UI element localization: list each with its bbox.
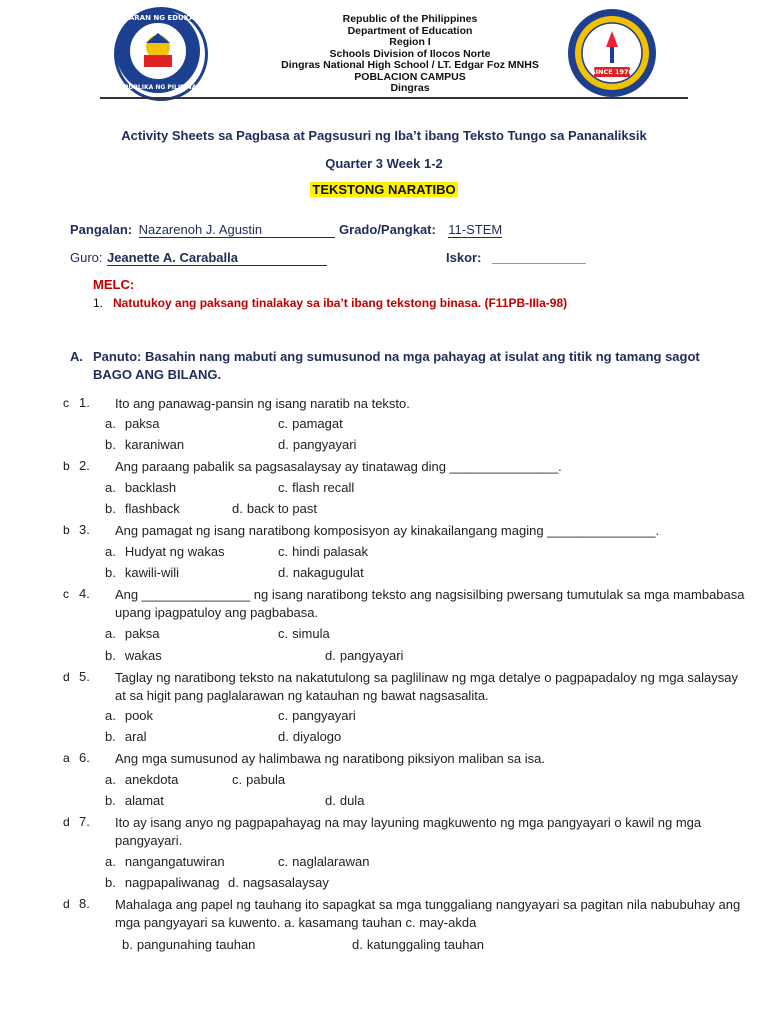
answer-mark[interactable]: d xyxy=(63,815,70,829)
score-row xyxy=(446,249,586,267)
option-letter: d. xyxy=(278,437,289,452)
header-line: Republic of the Philippines xyxy=(342,13,478,25)
teacher-row xyxy=(70,249,327,267)
option-item xyxy=(105,501,180,516)
option-item xyxy=(278,626,330,641)
option-item xyxy=(278,480,354,495)
option-text: backlash xyxy=(124,480,177,495)
option-letter: c. xyxy=(232,772,243,787)
option-item xyxy=(105,437,184,452)
teacher-field[interactable]: Jeanette A. Caraballa xyxy=(107,250,327,266)
option-item xyxy=(105,708,153,723)
option-item xyxy=(105,772,178,787)
option-item xyxy=(325,648,403,663)
option-text: paksa xyxy=(124,626,160,641)
option-letter: c. xyxy=(278,708,289,723)
score-field[interactable]: _____________ xyxy=(491,250,586,265)
option-item xyxy=(105,729,147,744)
option-letter: b. xyxy=(122,937,133,952)
score-label: Iskor: xyxy=(446,250,482,265)
name-label: Pangalan: xyxy=(70,222,133,237)
name-row xyxy=(70,221,502,239)
option-letter: c. xyxy=(278,416,289,431)
option-letter: c. xyxy=(278,544,289,559)
grade-field[interactable]: 11-STEM xyxy=(448,222,503,237)
option-letter: a. xyxy=(105,854,116,869)
option-text: hindi palasak xyxy=(292,544,369,559)
option-text: karaniwan xyxy=(124,437,185,452)
grade-label: Grado/Pangkat: xyxy=(339,222,436,237)
option-text: nangangatuwiran xyxy=(124,854,225,869)
option-letter: c. xyxy=(278,480,289,495)
option-text: nakagugulat xyxy=(292,565,364,580)
option-text: naglalarawan xyxy=(292,854,370,869)
answer-mark[interactable]: c xyxy=(63,396,69,410)
option-text: pangyayari xyxy=(292,437,357,452)
question-text: Ito ang panawag-pansin ng isang naratib na teksto. xyxy=(115,396,410,411)
option-text: flashback xyxy=(124,501,180,516)
option-letter: b. xyxy=(105,501,116,516)
option-text: katunggaling tauhan xyxy=(366,937,484,952)
question-number: 2. xyxy=(79,458,90,473)
option-text: pook xyxy=(124,708,154,723)
instruction-line: Panuto: Basahin nang mabuti ang sumusunod na mga pahayag at isulat ang titik ng tamang sagot xyxy=(93,349,700,364)
school-seal-icon xyxy=(566,7,658,99)
question-text: Ang pamagat ng isang naratibong komposisyon ay kinakailangang maging _______________. xyxy=(115,523,660,538)
answer-mark[interactable]: c xyxy=(63,587,69,601)
option-text: nagpapaliwanag xyxy=(124,875,220,890)
question-text: upang ipagpatuloy ang pagbabasa. xyxy=(115,605,319,620)
deped-seal-icon xyxy=(99,7,217,101)
option-letter: d. xyxy=(278,729,289,744)
option-text: pamagat xyxy=(292,416,343,431)
option-letter: a. xyxy=(105,416,116,431)
name-field[interactable]: Nazarenoh J. Agustin xyxy=(139,222,335,238)
option-item xyxy=(105,854,225,869)
option-letter: a. xyxy=(105,480,116,495)
option-item xyxy=(105,565,179,580)
header-line: Dingras National High School / LT. Edgar Foz MNHS xyxy=(281,59,539,71)
question-number: 6. xyxy=(79,750,90,765)
option-text: pangyayari xyxy=(292,708,356,723)
page-title: Activity Sheets sa Pagbasa at Pagsusuri ng Iba’t ibang Teksto Tungo sa Pananaliksik xyxy=(121,128,647,143)
topic-title xyxy=(0,182,768,197)
option-letter: d. xyxy=(352,937,363,952)
quarter-label: Quarter 3 Week 1-2 xyxy=(325,156,443,171)
answer-mark[interactable]: b xyxy=(63,459,70,473)
option-text: anekdota xyxy=(124,772,179,787)
question-number: 3. xyxy=(79,522,90,537)
option-text: dula xyxy=(339,793,365,808)
header-line: POBLACION CAMPUS xyxy=(354,70,466,83)
option-item xyxy=(278,544,368,559)
option-item xyxy=(278,437,356,452)
option-text: paksa xyxy=(124,416,160,431)
section-letter: A. xyxy=(70,349,83,364)
header-line: Department of Education xyxy=(347,24,473,37)
question-text: Ito ay isang anyo ng pagpapahayag na may layuning magkuwento ng mga pangyayari o kawil ng mga xyxy=(115,815,702,830)
question-text: Taglay ng naratibong teksto na nakatutulong sa paglilinaw ng mga detalye o pagpapadaloy ng mga salaysay xyxy=(115,670,738,685)
option-text: diyalogo xyxy=(292,729,342,744)
option-text: aral xyxy=(124,729,147,744)
question-number: 5. xyxy=(79,669,90,684)
question-text: mga pangyayari sa kuwento. a. kasamang tauhan c. may-akda xyxy=(115,915,477,930)
option-text: kawili-wili xyxy=(124,565,180,580)
option-letter: d. xyxy=(228,875,239,890)
seal-lettering: KAGAWARAN NG EDUKASYON xyxy=(99,14,217,22)
option-item xyxy=(105,793,164,808)
option-item xyxy=(278,565,364,580)
option-item xyxy=(105,648,162,663)
option-item xyxy=(278,854,369,869)
option-item xyxy=(278,416,343,431)
option-text: pangyayari xyxy=(339,648,404,663)
option-item xyxy=(105,544,225,559)
svg-text:REPUBLIKA NG PILIPINAS: REPUBLIKA NG PILIPINAS xyxy=(115,84,201,91)
option-item xyxy=(228,875,329,890)
option-text: Hudyat ng wakas xyxy=(124,544,225,559)
svg-text:SINCE 1978: SINCE 1978 xyxy=(590,68,634,76)
option-text: nagsasalaysay xyxy=(242,875,329,890)
answer-mark[interactable]: d xyxy=(63,897,70,911)
header-line: Dingras xyxy=(390,82,430,94)
option-item xyxy=(278,729,341,744)
question-text: Ang mga sumusunod ay halimbawa ng naratibong piksiyon maliban sa isa. xyxy=(115,751,545,766)
option-item xyxy=(105,416,160,431)
letterhead xyxy=(0,0,768,100)
option-item xyxy=(122,937,255,952)
option-text: alamat xyxy=(124,793,164,808)
topic-highlight: TEKSTONG NARATIBO xyxy=(312,182,456,197)
option-letter: d. xyxy=(232,501,243,516)
answer-mark[interactable]: b xyxy=(63,523,70,537)
option-letter: d. xyxy=(278,565,289,580)
option-letter: c. xyxy=(278,626,289,641)
option-item xyxy=(105,875,220,890)
option-item xyxy=(278,708,356,723)
header-line: Schools Division of Ilocos Norte xyxy=(329,47,491,60)
melc-item: 1. Natutukoy ang paksang tinalakay sa iba’t ibang tekstong binasa. (F11PB-IIIa-98) xyxy=(93,296,568,310)
option-letter: b. xyxy=(105,793,116,808)
question-text: Ang paraang pabalik sa pagsasalaysay ay tinatawag ding _______________. xyxy=(115,459,562,474)
option-letter: a. xyxy=(105,708,116,723)
question-text: pangyayari. xyxy=(115,833,183,848)
option-item xyxy=(232,772,285,787)
option-letter: b. xyxy=(105,729,116,744)
option-letter: d. xyxy=(325,793,336,808)
option-letter: a. xyxy=(105,544,116,559)
option-letter: b. xyxy=(105,875,116,890)
option-letter: b. xyxy=(105,565,116,580)
option-text: pabula xyxy=(246,772,286,787)
option-item xyxy=(105,480,176,495)
option-text: pangunahing tauhan xyxy=(136,937,256,952)
option-item xyxy=(232,501,317,516)
instruction-line: BAGO ANG BILANG. xyxy=(93,367,222,382)
answer-mark[interactable]: d xyxy=(63,670,70,684)
question-text: Ang _______________ ng isang naratibong teksto ang nagsisilbing pwersang tumutulak sa mga mambabasa xyxy=(115,587,745,602)
question-number: 7. xyxy=(79,814,90,829)
question-text: Mahalaga ang papel ng tauhang ito sapagkat sa mga tunggaliang nangyayari sa pagitan nila nabubuhay ang xyxy=(115,897,741,912)
option-letter: c. xyxy=(278,854,289,869)
option-text: wakas xyxy=(124,648,162,663)
question-number: 1. xyxy=(79,395,90,410)
header-line: Region I xyxy=(389,36,431,48)
option-text: back to past xyxy=(246,501,317,516)
option-letter: b. xyxy=(105,437,116,452)
option-text: simula xyxy=(292,626,330,641)
option-letter: a. xyxy=(105,772,116,787)
answer-mark[interactable]: a xyxy=(63,751,70,765)
option-item xyxy=(105,626,160,641)
option-item xyxy=(352,937,484,952)
melc-label: MELC: xyxy=(93,277,135,292)
teacher-label: Guro: xyxy=(70,250,103,265)
question-text: at sa higit pang paglalarawan ng katauhan ng bawat nagsasalita. xyxy=(115,688,489,703)
option-letter: b. xyxy=(105,648,116,663)
option-letter: d. xyxy=(325,648,336,663)
option-text: flash recall xyxy=(292,480,355,495)
question-number: 4. xyxy=(79,586,90,601)
option-item xyxy=(325,793,364,808)
option-letter: a. xyxy=(105,626,116,641)
question-number: 8. xyxy=(79,896,90,911)
